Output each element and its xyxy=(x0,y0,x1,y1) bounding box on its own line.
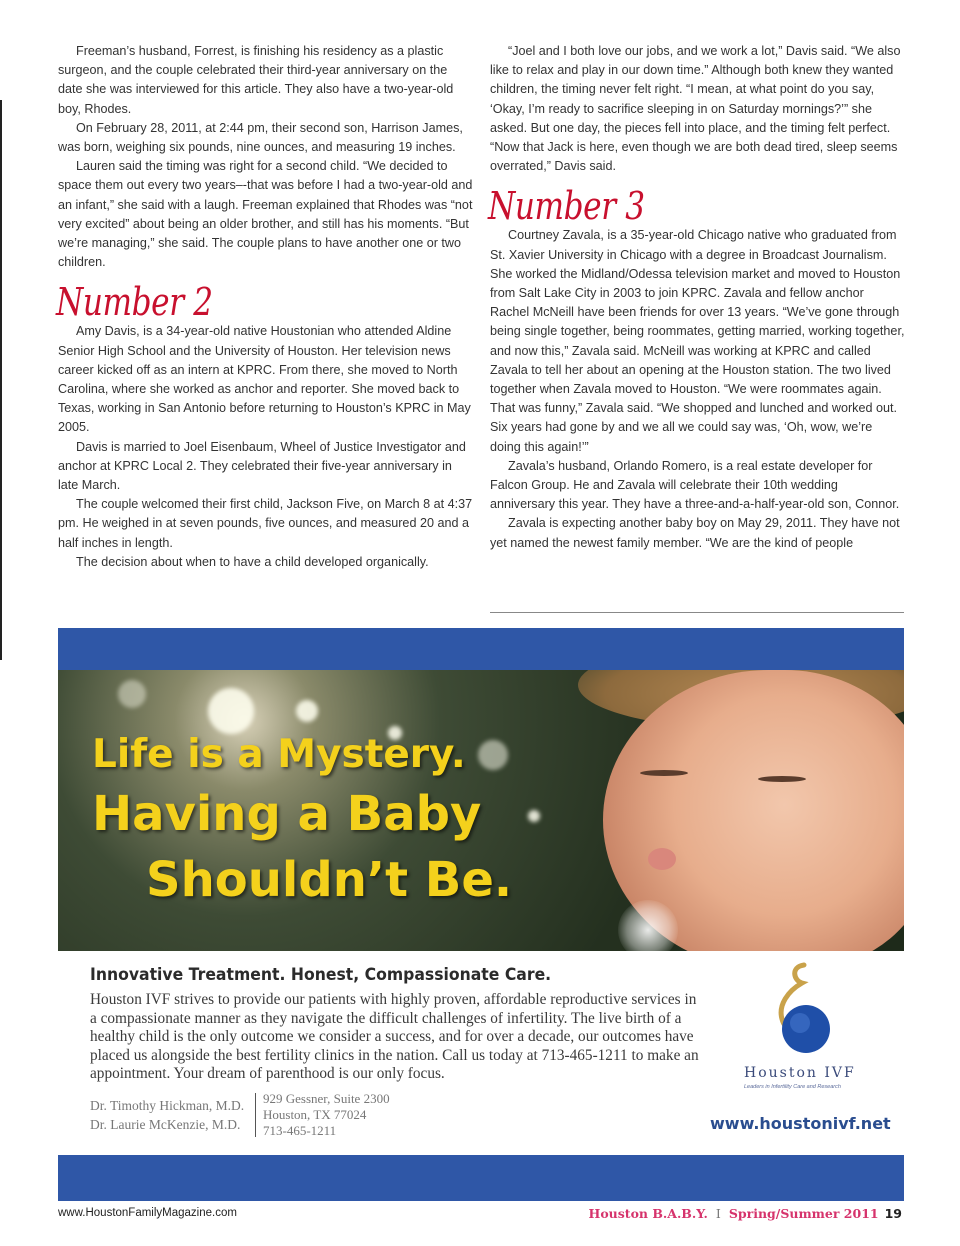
section-heading-number-3: Number 3 xyxy=(488,184,645,229)
houston-ivf-advertisement[interactable] xyxy=(58,628,904,1201)
footer-website[interactable]: www.HoustonFamilyMagazine.com xyxy=(58,1207,237,1219)
address-line: Houston, TX 77024 xyxy=(263,1107,367,1122)
paragraph: Amy Davis, is a 34-year-old native Houstonian who attended Aldine Senior High School and the University of Houston. Her television news career kicked off as an intern at KPRC. From there, she moved to North Carolina, where she worked as anchor and reporter. She moved back to Texas, working in San Antonio before returning to Houston’s KPRC in May 2005. xyxy=(58,324,471,435)
ad-address xyxy=(263,1091,390,1139)
paragraph: The couple welcomed their first child, Jackson Five, on March 8 at 4:37 pm. He weighed in at seven pounds, five ounces, and measured 20 and a half inches in length. xyxy=(58,497,473,550)
baby-photo xyxy=(58,670,904,951)
ad-headline-line-1: Life is a Mystery. xyxy=(92,732,466,777)
light-bokeh xyxy=(118,680,146,708)
ad-bottom-band xyxy=(58,1155,904,1201)
ad-description: Houston IVF strives to provide our patients with highly proven, affordable reproductive services in a compassionate manner as they navigate the difficult challenges of infertility. The live birth of a healthy child is the only outcome we consider a success, and for over a decade, our outcomes have placed us alongside the best fertility clinics in the nation. Call us today at 713-465-1211 to make an appointment. Your dream of parenthood is our only focus. xyxy=(90,991,699,1083)
paragraph: Zavala is expecting another baby boy on May 29, 2011. They have not yet named the newest family member. “We are the kind of people xyxy=(490,516,900,550)
ad-headline-line-2: Having a Baby xyxy=(92,786,482,842)
baby-eye xyxy=(758,776,806,782)
article-column-left xyxy=(58,42,473,572)
light-bokeh xyxy=(296,700,318,722)
address-line: 929 Gessner, Suite 2300 xyxy=(263,1091,390,1106)
ad-doctors xyxy=(90,1096,244,1134)
ad-body xyxy=(58,951,904,1155)
doctor-name: Dr. Laurie McKenzie, M.D. xyxy=(90,1117,241,1132)
page-number: 19 xyxy=(884,1206,902,1221)
column-divider-rule xyxy=(490,612,904,613)
paragraph: The decision about when to have a child developed organically. xyxy=(76,554,429,569)
ad-website-link[interactable]: www.houstonivf.net xyxy=(710,1114,891,1133)
footer-separator: I xyxy=(715,1206,721,1221)
logo-wordmark: Houston IVF xyxy=(744,1065,856,1081)
ad-top-band xyxy=(58,628,904,670)
paragraph: Davis is married to Joel Eisenbaum, Wheel of Justice Investigator and anchor at KPRC Local 2. They celebrated their five-year anniversary in late March. xyxy=(58,439,466,493)
section-heading-number-2: Number 2 xyxy=(56,280,213,325)
baby-eye xyxy=(640,770,688,776)
paragraph: Courtney Zavala, is a 35-year-old Chicago native who graduated from St. Xavier University in Chicago with a degree in Broadcast Journalism. She worked the Midland/Odessa television market and moved to Houston from Salt Lake City in 2003 to join KPRC. Zavala and fellow anchor Rachel McNeill have been friends for over 13 years. “We’ve gone through being single together, being roommates, getting married, working together, and now this,” Zavala said. McNeill was working at KPRC and called Zavala to tell her about an opening at the Houston station. The two lived together when Zavala moved to Houston. “We were roommates again. That was funny,” Zavala said. “We shopped and lunched and worked out. Six years had gone by and we all we could say was, ‘Oh, wow, we’re doing this again!’” xyxy=(490,228,905,454)
footer-publication-info xyxy=(589,1206,902,1221)
paragraph: Lauren said the timing was right for a second child. “We decided to space them out every two years–-that was before I had a two-year-old and an infant,” she said with a laugh. Freeman explained that Rhodes was “not very excited” about being an older brother, and still has his moments. “But we’re managing,” she said. The couple plans to have another one or two children. xyxy=(58,159,473,270)
paragraph: “Joel and I both love our jobs, and we work a lot,” Davis said. “We also like to relax and play in our down time.” Although both knew they wanted children, the timing never felt right. “I mean, at what point do you say, ‘Okay, I’m ready to sacrifice sleeping in on Saturday mornings?’” she asked. But one day, the pieces fell into place, and the timing felt perfect. “Now that Jack is here, even though we are both dead tired, sleep seems overrated,” Davis said. xyxy=(490,44,901,174)
publication-name: Houston B.A.B.Y. xyxy=(588,1206,708,1221)
light-bokeh xyxy=(478,740,508,770)
logo-subtitle: Leaders in Infertility Care and Research xyxy=(744,1084,841,1090)
light-bokeh xyxy=(528,810,540,822)
paragraph: Zavala’s husband, Orlando Romero, is a real estate developer for Falcon Group. He and Zavala will celebrate their 10th wedding anniversary this year. They have a three-and-a-half-year-old son, Connor. xyxy=(490,458,900,512)
phone-number: 713-465-1211 xyxy=(263,1123,337,1138)
houston-ivf-logo-icon xyxy=(760,961,840,1061)
ad-divider xyxy=(255,1093,256,1137)
baby-lips xyxy=(648,848,676,870)
dandelion-seeds xyxy=(618,900,678,951)
ad-tagline: Innovative Treatment. Honest, Compassionate Care. xyxy=(90,965,552,985)
doctor-name: Dr. Timothy Hickman, M.D. xyxy=(90,1098,245,1113)
light-bokeh xyxy=(208,688,254,734)
page-edge-bar xyxy=(0,100,2,660)
issue-label: Spring/Summer 2011 xyxy=(728,1206,879,1221)
article-column-right xyxy=(490,42,905,553)
ad-headline-line-3: Shouldn’t Be. xyxy=(146,852,513,908)
paragraph: Freeman’s husband, Forrest, is finishing his residency as a plastic surgeon, and the couple celebrated their third-year anniversary on the date she was interviewed for this article. They also have a two-year-old boy, Rhodes. xyxy=(58,44,454,116)
paragraph: On February 28, 2011, at 2:44 pm, their second son, Harrison James, was born, weighing six pounds, nine ounces, and measuring 19 inches. xyxy=(58,120,463,155)
